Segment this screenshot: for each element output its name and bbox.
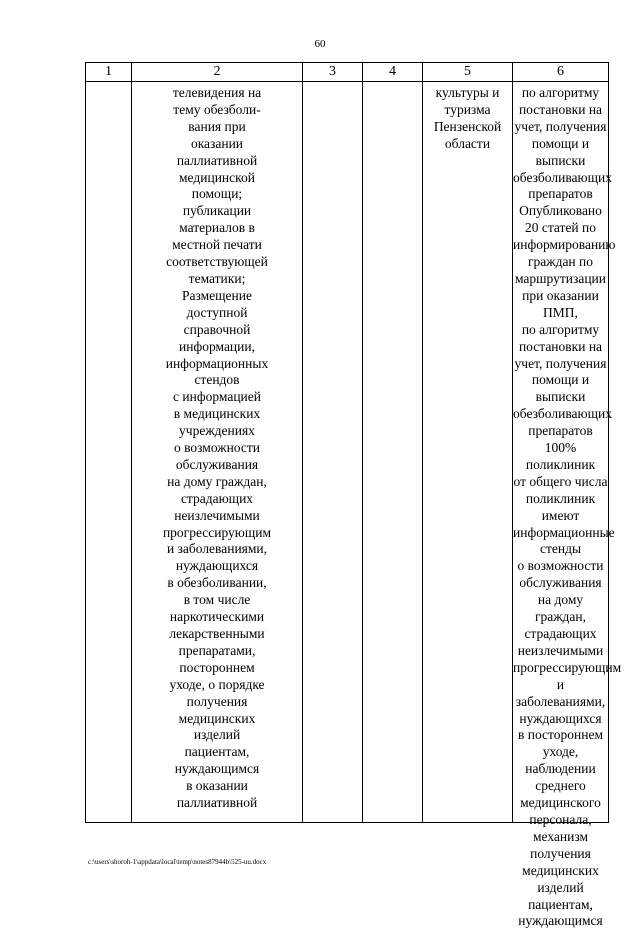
cell-col3-text bbox=[303, 82, 362, 822]
cell-col6-text: по алгоритму постановки на учет, получения помощи и выписки обезболивающих препаратов Опубликовано 20 статей по информированию граждан по маршрутизации при оказании ПМП, по алгоритму постановки на учет, получения помощи и выписки обезболивающих препаратов 100% поликлиник от общего числа поликлиник имеют информационные стенды о возможности обслуживания на дому граждан, страдающих неизлечимыми прогрессирующим и заболеваниями, нуждающихся в постороннем уходе, наблюдении среднего медицинского персонала, механизм получения медицинских изделий пациентам, нуждающимся bbox=[513, 85, 622, 929]
page-number: 60 bbox=[314, 38, 326, 50]
column-header-4: 4 bbox=[363, 63, 423, 82]
cell-col4 bbox=[363, 82, 423, 823]
column-header-1: 1 bbox=[86, 63, 132, 82]
cell-col1-text bbox=[86, 82, 131, 822]
table-row bbox=[86, 82, 609, 823]
footer-file-path: c:\users\shoroh-1\appdata\local\temp\notes87944b\525-uu.docx bbox=[88, 858, 267, 866]
column-header-6: 6 bbox=[513, 63, 609, 82]
column-header-3: 3 bbox=[303, 63, 363, 82]
cell-col5 bbox=[423, 82, 513, 823]
cell-col6 bbox=[513, 82, 622, 929]
cell-col5-text: культуры и туризма Пензенской области bbox=[433, 85, 502, 151]
cell-col2 bbox=[132, 82, 303, 823]
column-header-2: 2 bbox=[132, 63, 303, 82]
cell-col1 bbox=[86, 82, 132, 823]
cell-col3 bbox=[303, 82, 363, 823]
column-header-5: 5 bbox=[423, 63, 513, 82]
header-row bbox=[86, 63, 609, 82]
cell-col4-text bbox=[363, 82, 422, 822]
cell-col2-text: телевидения на тему обезболи- вания при оказании паллиативной медицинской помощи; публикации материалов в местной печати соответствующей тематики; Размещение доступной справочной информации, информационных стендов с информацией в медицинских учреждениях о возможности обслуживания на дому граждан, страдающих неизлечимыми прогрессирующим и заболеваниями, нуждающихся в обезболивании, в том числе наркотическими лекарственными препаратами, постороннем уходе, о порядке получения медицинских изделий пациентам, нуждающимся в оказании паллиативной bbox=[162, 85, 272, 811]
